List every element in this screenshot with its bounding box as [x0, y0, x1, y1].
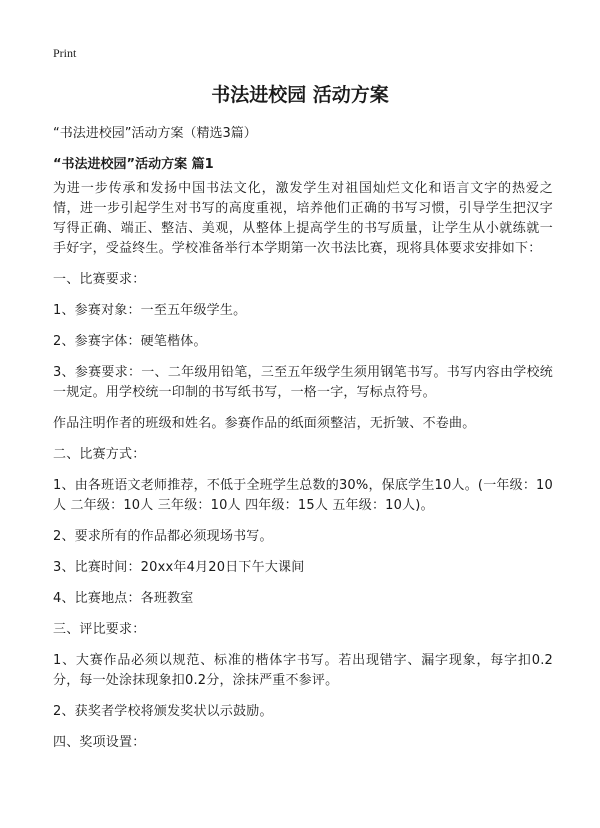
document-subtitle: “书法进校园”活动方案（精选3篇）	[53, 126, 257, 141]
paragraph-intro: 为进一步传承和发扬中国书法文化，激发学生对祖国灿烂文化和语言文字的热爱之情，进一步引起学生对书写的高度重视，培养他们正确的书写习惯，引导学生把汉字写得正确、端正、整洁、美观，从整体上提高学生的书写质量，让学生从小就练就一手好字，受益终生。学校准备举行本学期第一次书法比赛，现将具体要求安排如下：	[53, 181, 553, 256]
heading-awards: 四、奖项设置：	[53, 735, 146, 750]
section-title: “书法进校园”活动方案 篇1	[53, 157, 214, 172]
heading-format: 二、比赛方式：	[53, 447, 146, 462]
print-link[interactable]: Print	[53, 46, 77, 60]
paragraph-entry-rules: 3、参赛要求：一、二年级用铅笔，三至五年级学生须用钢笔书写。书写内容由学校统一规定。用学校统一印制的书写纸书写，一格一字，写标点符号。	[53, 365, 553, 400]
paragraph-entry-notes: 作品注明作者的班级和姓名。参赛作品的纸面须整洁，无折皱、不卷曲。	[53, 416, 476, 431]
paragraph-font: 2、参赛字体：硬笔楷体。	[53, 334, 207, 349]
document-title: 书法进校园 活动方案	[211, 84, 389, 106]
paragraph-judging-rules: 1、大赛作品必须以规范、标准的楷体字书写。若出现错字、漏字现象，每字扣0.2分，每一处涂抹现象扣0.2分，涂抹严重不参评。	[53, 653, 553, 688]
paragraph-onsite: 2、要求所有的作品都必须现场书写。	[53, 529, 273, 544]
document-body	[53, 179, 553, 764]
heading-requirements: 一、比赛要求：	[53, 272, 146, 287]
heading-judging: 三、评比要求：	[53, 622, 146, 637]
paragraph-time: 3、比赛时间：20xx年4月20日下午大课间	[53, 560, 305, 575]
paragraph-location: 4、比赛地点：各班教室	[53, 591, 194, 606]
paragraph-awards-note: 2、获奖者学校将颁发奖状以示鼓励。	[53, 704, 273, 719]
paragraph-participants: 1、参赛对象：一至五年级学生。	[53, 303, 247, 318]
paragraph-nomination: 1、由各班语文老师推荐，不低于全班学生总数的30%，保底学生10人。(一年级：10人 二年级：10人 三年级：10人 四年级：15人 五年级：10人)。	[53, 478, 553, 513]
